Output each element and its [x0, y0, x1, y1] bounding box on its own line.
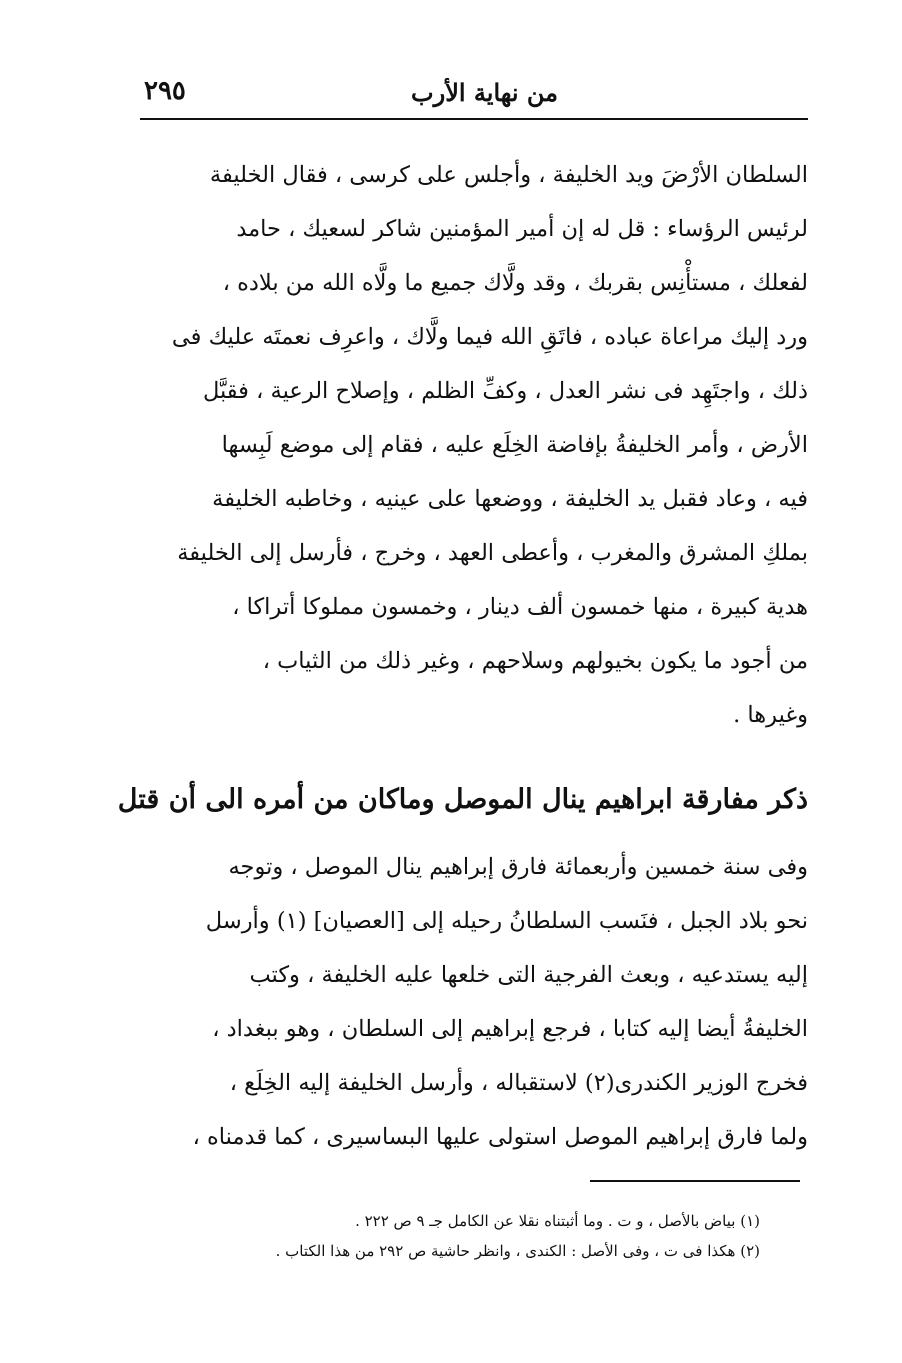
text-line: نحو بلاد الجبل ، فنَسب السلطانُ رحيله إلى [العصيان] (١) وأرسل	[205, 908, 808, 934]
running-title: من نهاية الأرب	[411, 78, 558, 107]
text-line: فيه ، وعاد فقبل يد الخليفة ، ووضعها على عينيه ، وخاطبه الخليفة	[212, 486, 808, 512]
text-line: لفعلك ، مستأْنِس بقربك ، وقد ولَّاك جميع ما ولَّاه الله من بلاده ،	[222, 270, 808, 296]
text-line: الخليفةُ أيضا إليه كتابا ، فرجع إبراهيم إلى السلطان ، وهو ببغداد ،	[212, 1016, 808, 1042]
paragraph-2	[140, 840, 808, 1164]
footnote-divider	[590, 1180, 800, 1182]
text-line: وفى سنة خمسين وأربعمائة فارق إبراهيم ينال الموصل ، وتوجه	[228, 854, 808, 880]
text-line: الأرض ، وأمر الخليفةُ بإفاضة الخِلَع عليه ، فقام إلى موضع لَبِسها	[221, 432, 808, 458]
section-heading: ذكر مفارقة ابراهيم ينال الموصل وماكان من أمره الى أن قتل	[117, 784, 808, 815]
text-line: وغيرها .	[733, 702, 808, 728]
page-header	[140, 70, 808, 120]
text-line: لرئيس الرؤساء : قل له إن أمير المؤمنين شاكر لسعيك ، حامد	[236, 216, 808, 242]
text-line: ذلك ، واجتَهِد فى نشر العدل ، وكفِّ الظلم ، وإصلاح الرعية ، فقبَّل	[202, 378, 808, 404]
text-line: هدية كبيرة ، منها خمسون ألف دينار ، وخمسون مملوكا أتراكا ،	[232, 594, 808, 620]
footnote: (٢) هكذا فى ت ، وفى الأصل : الكندى ، وانظر حاشية ص ٢٩٢ من هذا الكتاب .	[275, 1242, 760, 1260]
footnote: (١) بياض بالأصل ، و ت . وما أثبتناه نقلا عن الكامل جـ ٩ ص ٢٢٢ .	[355, 1212, 760, 1230]
paragraph-1	[140, 148, 808, 742]
text-line: إليه يستدعيه ، وبعث الفرجية التى خلعها عليه الخليفة ، وكتب	[249, 962, 808, 988]
text-line: ورد إليك مراعاة عباده ، فاتَقِ الله فيما ولَّاك ، واعرِف نعمتَه عليك فى	[171, 324, 808, 350]
text-line: السلطان الأرْضَ ويد الخليفة ، وأجلس على كرسى ، فقال الخليفة	[209, 162, 808, 188]
text-line: ولما فارق إبراهيم الموصل استولى عليها البساسيرى ، كما قدمناه ،	[192, 1124, 808, 1150]
page-number: ٢٩٥	[144, 76, 186, 106]
text-line: بملكِ المشرق والمغرب ، وأعطى العهد ، وخرج ، فأرسل إلى الخليفة	[177, 540, 808, 566]
footnotes	[140, 1206, 808, 1266]
text-line: فخرج الوزير الكندرى(٢) لاستقباله ، وأرسل الخليفة إليه الخِلَع ،	[229, 1070, 808, 1096]
text-line: من أجود ما يكون بخيولهم وسلاحهم ، وغير ذلك من الثياب ،	[262, 648, 808, 674]
